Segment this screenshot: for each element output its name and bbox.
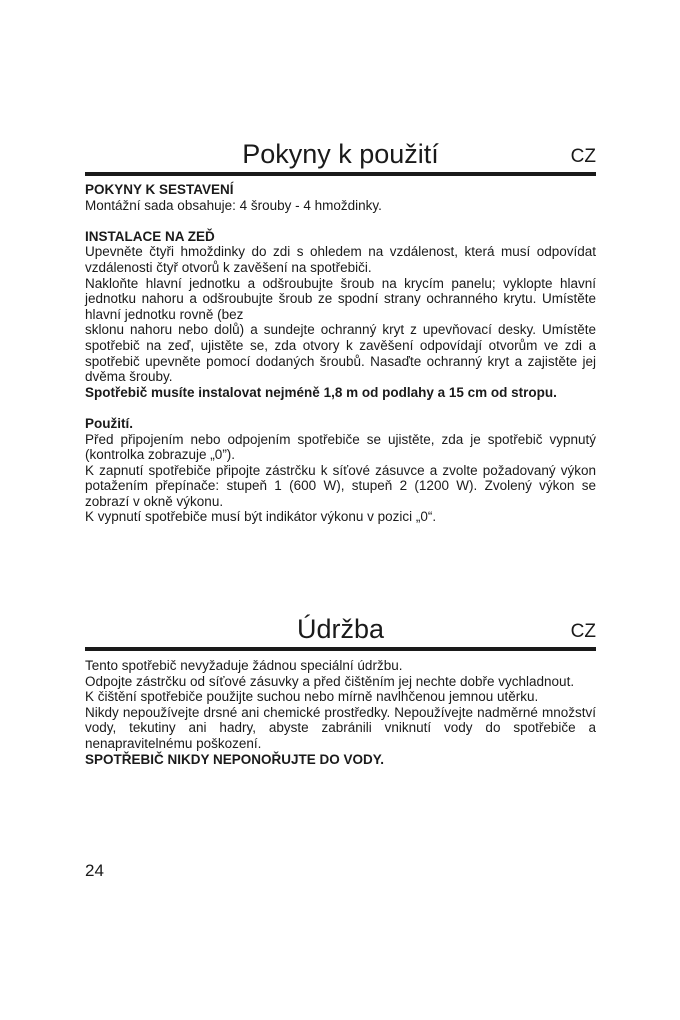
spacer (85, 400, 596, 416)
header-rule (85, 647, 596, 651)
usage-paragraph: K vypnutí spotřebiče musí být indikátor výkonu v pozici „0“. (85, 509, 437, 525)
usage-heading: Použití. (85, 415, 133, 431)
wall-paragraph: Upevněte čtyři hmoždinky do zdi s ohledem na vzdálenost, která musí odpovídat vzdálenosti čtyř otvorů k zavěšení na spotřebiči. (85, 244, 596, 275)
maintenance-paragraph: Nikdy nepoužívejte drsné ani chemické prostředky. Nepoužívejte nadměrné množství vody, tekutiny ani hadry, abyste zabránili vniknutí vody do spotřebiče a nenapravitelnému poškození. (85, 704, 596, 751)
assembly-text: Montážní sada obsahuje: 4 šrouby - 4 hmoždinky. (85, 197, 382, 213)
maintenance-paragraph: Tento spotřebič nevyžaduje žádnou speciální údržbu. (85, 658, 403, 673)
wall-heading: INSTALACE NA ZEĎ (85, 228, 215, 244)
usage-paragraph: Před připojením nebo odpojením spotřebiče se ujistěte, zda je spotřebič vypnutý (kontrolka zobrazuje „0”). (85, 431, 596, 463)
header-rule (85, 172, 596, 176)
section-header-instructions (85, 138, 596, 174)
instructions-body (85, 182, 596, 525)
maintenance-warning: SPOTŘEBIČ NIKDY NEPONOŘUJTE DO VODY. (85, 751, 385, 767)
spacer (85, 213, 596, 229)
section-header-maintenance (85, 613, 596, 649)
wall-warning: Spotřebič musíte instalovat nejméně 1,8 m od podlahy a 15 cm od stropu. (85, 384, 557, 400)
wall-paragraph: sklonu nahoru nebo dolů) a sundejte ochranný kryt z upevňovací desky. Umístěte spotřebič na zeď, ujistěte se, zda otvory k zavěšení odpovídají otvorům ve zdi a spotřebič upevněte pomocí dodaných šroubů. Nasaďte ochranný kryt a zajistěte jej dvěma šrouby. (85, 322, 596, 385)
page-number: 24 (85, 861, 104, 880)
language-code: CZ (570, 621, 596, 642)
maintenance-paragraph: K čištění spotřebiče použijte suchou nebo mírně navlhčenou jemnou utěrku. (85, 689, 539, 705)
maintenance-body (85, 658, 596, 767)
usage-paragraph: K zapnutí spotřebiče připojte zástrčku k síťové zásuvce a zvolte požadovaný výkon potažením přepínače: stupeň 1 (600 W), stupeň 2 (1200 W). Zvolený výkon se zobrazí v okně výkonu. (85, 462, 596, 509)
assembly-heading: POKYNY K SESTAVENÍ (85, 182, 234, 197)
section-title: Údržba (296, 614, 385, 644)
section-title: Pokyny k použití (242, 139, 439, 169)
maintenance-paragraph: Odpojte zástrčku od síťové zásuvky a před čištěním jej nechte dobře vychladnout. (85, 673, 575, 689)
wall-paragraph: Nakloňte hlavní jednotku a odšroubujte šroub na krycím panelu; vyklopte hlavní jednotku nahoru a odšroubujte šroub ze spodní strany ochranného krytu. Umístěte hlavní jednotku rovně (bez (85, 275, 596, 322)
language-code: CZ (570, 146, 596, 167)
